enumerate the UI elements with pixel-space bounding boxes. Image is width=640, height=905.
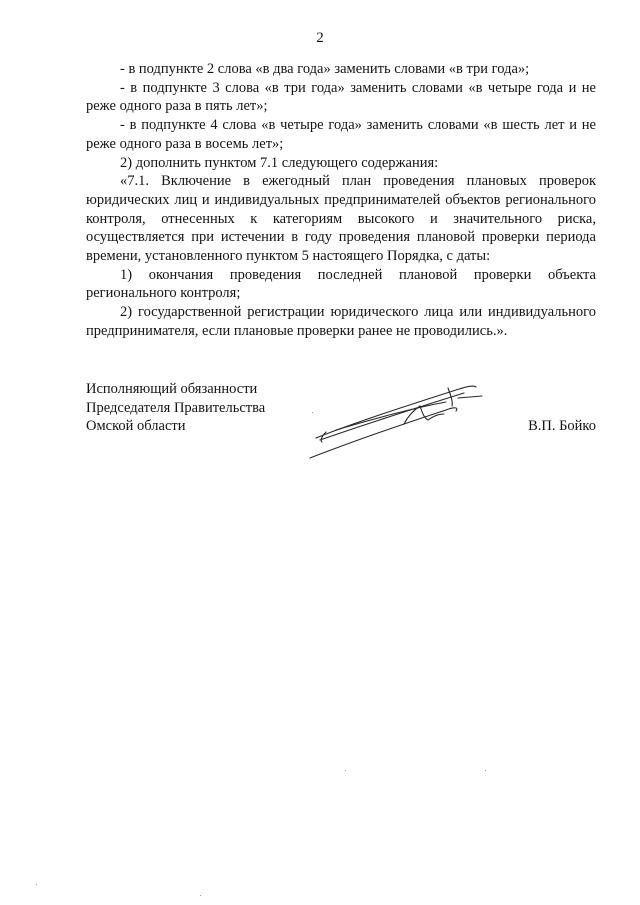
signer-position-line: Омской области <box>86 418 186 435</box>
paragraph: 2) дополнить пунктом 7.1 следующего содержания: <box>120 154 439 171</box>
paragraph: - в подпункте 3 слова «в три года» заменить словами «в четыре года и не реже одного раза в пять лет»; <box>86 79 596 115</box>
scan-speck <box>36 884 37 885</box>
paragraph: «7.1. Включение в ежегодный план проведения плановых проверок юридических лиц и индивидуальных предпринимателей объектов регионального контроля, отнесенных к категориям высокого и значительного риска, осуществляется при истечении в году проведения плановой проверки периода времени, установленного пунктом 5 настоящего Порядка, с даты: <box>86 173 596 265</box>
document-body <box>86 60 596 341</box>
signer-position-line: Исполняющий обязанности <box>86 381 258 397</box>
signer-position-line: Председателя Правительства <box>86 399 266 416</box>
signer-name: В.П. Бойко <box>528 418 596 434</box>
paragraph: - в подпункте 4 слова «в четыре года» заменить словами «в шесть лет и не реже одного раза в восемь лет»; <box>86 117 596 152</box>
paragraph: - в подпункте 2 слова «в два года» заменить словами «в три года»; <box>120 61 530 77</box>
scan-speck <box>312 412 313 413</box>
signature-block <box>86 380 596 470</box>
scan-speck <box>200 895 201 896</box>
paragraph: 2) государственной регистрации юридического лица или индивидуального предпринимателя, если плановые проверки ранее не проводились.». <box>86 304 596 339</box>
paragraph: 1) окончания проведения последней плановой проверки объекта регионального контроля; <box>86 266 596 302</box>
scan-speck <box>485 770 486 771</box>
page-number: 2 <box>316 30 324 46</box>
handwritten-signature <box>296 380 486 465</box>
scan-speck <box>345 770 346 771</box>
